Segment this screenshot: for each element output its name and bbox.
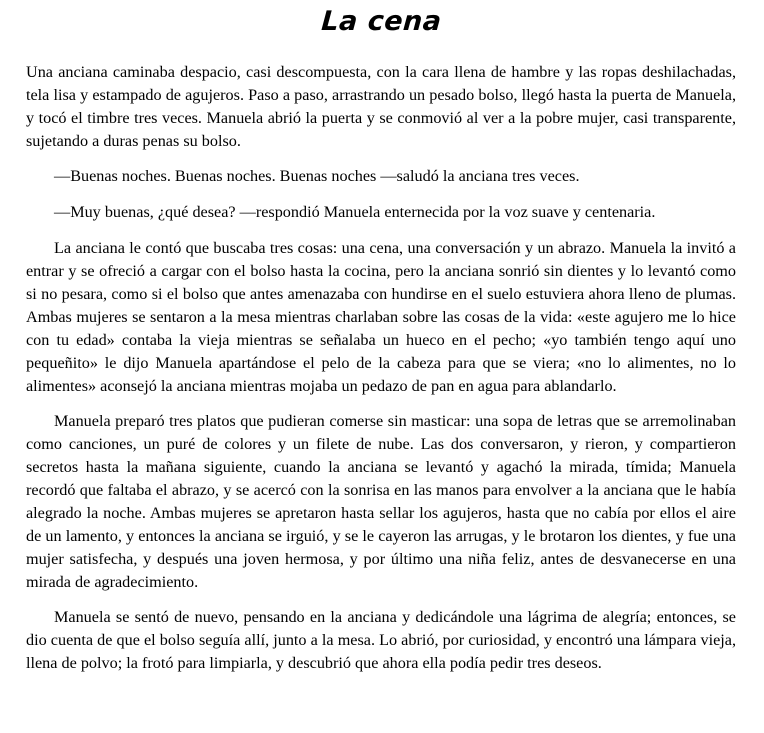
document-page [26,0,736,687]
paragraph-conversation: La anciana le contó que buscaba tres cosas: una cena, una conversación y un abrazo. Manuela la invitó a entrar y se ofreció a cargar con el bolso hasta la cocina, pero la anciana sonrió sin dientes y lo levantó como si no pesara, como si el bolso que antes amenazaba con hundirse en el suelo estuviera ahora lleno de plumas. Ambas mujeres se sentaron a la mesa mientras charlaban sobre las cosas de la vida: «este agujero me lo hice con tu edad» contaba la vieja mientras se señalaba un hueco en el pecho; «yo también tengo aquí uno pequeñito» le dijo Manuela apartándose el pelo de la cabeza para que se viera; «no lo alimentes, no lo alimentes» aconsejó la anciana mientras mojaba un pedazo de pan en agua para ablandarlo. [26,239,736,395]
paragraph-dialog-greeting: —Buenas noches. Buenas noches. Buenas noches —saludó la anciana tres veces. [54,167,580,185]
paragraph-dialog-reply: —Muy buenas, ¿qué desea? —respondió Manuela enternecida por la voz suave y centenaria. [54,203,656,221]
paragraph-intro: Una anciana caminaba despacio, casi descompuesta, con la cara llena de hambre y las ropas deshilachadas, tela lisa y estampado de agujeros. Paso a paso, arrastrando un pesado bolso, llegó hasta la puerta de Manuela, y tocó el timbre tres veces. Manuela abrió la puerta y se conmovió al ver a la pobre mujer, casi transparente, sujetando a duras penas su bolso. [26,63,736,150]
paragraph-ending: Manuela se sentó de nuevo, pensando en la anciana y dedicándole una lágrima de alegría; entonces, se dio cuenta de que el bolso seguía allí, junto a la mesa. Lo abrió, por curiosidad, y encontró una lámpara vieja, llena de polvo; la frotó para limpiarla, y descubrió que ahora ella podía pedir tres deseos. [26,608,736,672]
paragraph-dinner: Manuela preparó tres platos que pudieran comerse sin masticar: una sopa de letras que se arremolinaban como canciones, un puré de colores y un filete de nube. Las dos conversaron, y rieron, y compartieron secretos hasta la mañana siguiente, cuando la anciana se levantó y agachó la mirada, tímida; Manuela recordó que faltaba el abrazo, y se acercó con la sonrisa en las manos para envolver a la anciana que le había alegrado la noche. Ambas mujeres se apretaron hasta sellar los agujeros, hasta que no cabía por ellos el aire de un lamento, y entonces la anciana se irguió, y se le cayeron las arrugas, y le brotaron los dientes, y fue una mujer satisfecha, y después una joven hermosa, y por último una niña feliz, antes de desvanecerse en una mirada de agradecimiento. [26,412,736,591]
document-title: La cena [320,6,443,37]
